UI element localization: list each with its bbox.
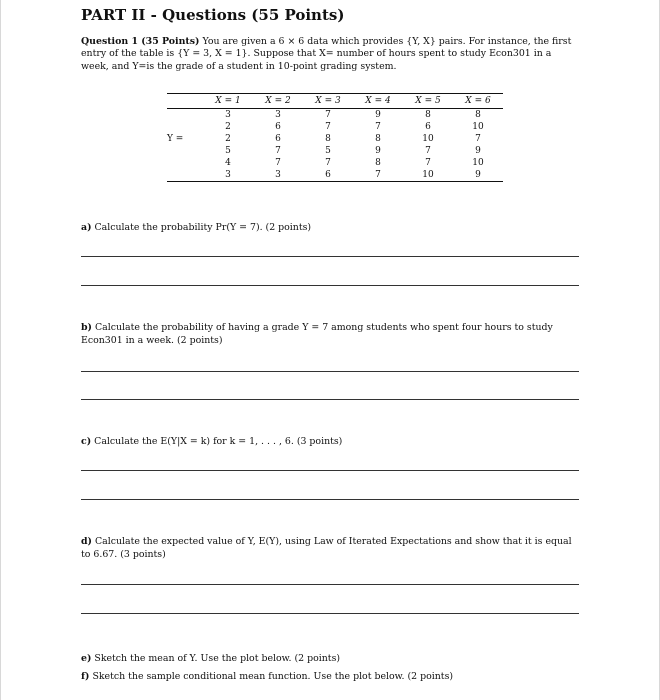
table-row [167,109,503,122]
table-cell: 10 [403,169,453,182]
table-cell: 8 [375,134,381,144]
table-header: X = 6 [453,94,503,109]
answer-line-b-2 [81,399,579,400]
question-f [81,670,581,683]
table-header-row [167,94,503,109]
question-d [81,535,581,561]
table-cell: 8 [475,110,481,120]
table-row [167,169,503,182]
question-c-text: Calculate the E(Y|X = k) for k = 1, . . . , 6. (3 points) [94,436,343,447]
question-e-text: Sketch the mean of Y. Use the plot below. (2 points) [94,653,341,664]
question-1-intro [81,36,581,73]
table-cell: 7 [325,122,331,132]
answer-line-a-1 [81,256,579,257]
question-c [81,435,581,448]
table-row [167,133,503,145]
table-header: X = 5 [403,94,453,109]
question-b-label: b) [81,322,92,333]
answer-line-c-2 [81,499,579,500]
table-cell: 7 [275,146,281,156]
data-table [167,93,503,182]
part-title: PART II - Questions (55 Points) [81,6,345,24]
table-row-label-spacer [167,157,203,169]
table-cell: 10 [472,122,484,132]
table-cell: 7 [353,169,403,182]
table-cell: 7 [375,122,381,132]
table-cell: 3 [203,169,253,182]
table-cell: 5 [225,146,231,156]
question-f-text: Sketch the sample conditional mean function. Use the plot below. (2 points) [92,671,454,682]
table-row [167,145,503,157]
question-1-text: You are given a 6 × 6 data which provides {Y, X} pairs. For instance, the first entry of the table is {Y = 3, X = 1}. Suppose that X= number of hours spent to study Econ301 in a week, and Y=is the grade of a student in 10-point grading system. [81,36,572,72]
table-cell: 6 [425,122,431,132]
table-cell: 3 [225,110,231,120]
table-row-label-spacer [167,109,203,122]
table-cell: 8 [375,158,381,168]
table-cell: 3 [275,110,281,120]
table-header: X = 2 [253,94,303,109]
table-header: X = 1 [203,94,253,109]
table-cell: 10 [472,158,484,168]
table-row [167,121,503,133]
table-cell: 2 [225,122,231,132]
question-c-label: c) [81,436,92,447]
table-header: X = 4 [353,94,403,109]
question-a-text: Calculate the probability Pr(Y = 7). (2 points) [94,222,312,233]
table-cell: 2 [225,134,231,144]
table-cell: 9 [475,146,481,156]
table-cell: 5 [325,146,331,156]
question-f-label: f) [81,671,90,682]
question-1-label: Question 1 (35 Points) [81,36,200,47]
table-cell: 7 [425,158,431,168]
answer-line-d-1 [81,584,579,585]
table-cell: 7 [425,146,431,156]
question-b-text: Calculate the probability of having a grade Y = 7 among students who spent four hours to study Econ301 in a week. (2 points) [81,322,553,346]
table-cell: 6 [275,134,281,144]
question-b [81,321,581,347]
table-cell: 9 [375,110,381,120]
table-cell: 7 [275,158,281,168]
table-row-label: Y = [167,134,184,144]
table-corner [167,94,203,109]
question-a [81,221,581,234]
table-cell: 6 [303,169,353,182]
answer-line-c-1 [81,470,579,471]
question-d-label: d) [81,536,92,547]
table-row [167,157,503,169]
question-e-label: e) [81,653,92,664]
table-row-label-spacer [167,121,203,133]
table-row-label-spacer [167,169,203,182]
table-cell: 8 [325,134,331,144]
question-d-text: Calculate the expected value of Y, E(Y), using Law of Iterated Expectations and show that it is equal to 6.67. (3 points) [81,536,572,560]
table-cell: 9 [375,146,381,156]
answer-line-b-1 [81,371,579,372]
table-cell: 7 [325,110,331,120]
table-cell: 7 [475,134,481,144]
table-cell: 9 [453,169,503,182]
table-header: X = 3 [303,94,353,109]
question-a-label: a) [81,222,92,233]
table-cell: 6 [275,122,281,132]
table-cell: 4 [225,158,231,168]
table-row-label-spacer [167,145,203,157]
question-e [81,652,581,665]
table-cell: 10 [422,134,434,144]
table-cell: 7 [325,158,331,168]
table-cell: 3 [253,169,303,182]
answer-line-d-2 [81,613,579,614]
answer-line-a-2 [81,285,579,286]
table-cell: 8 [425,110,431,120]
